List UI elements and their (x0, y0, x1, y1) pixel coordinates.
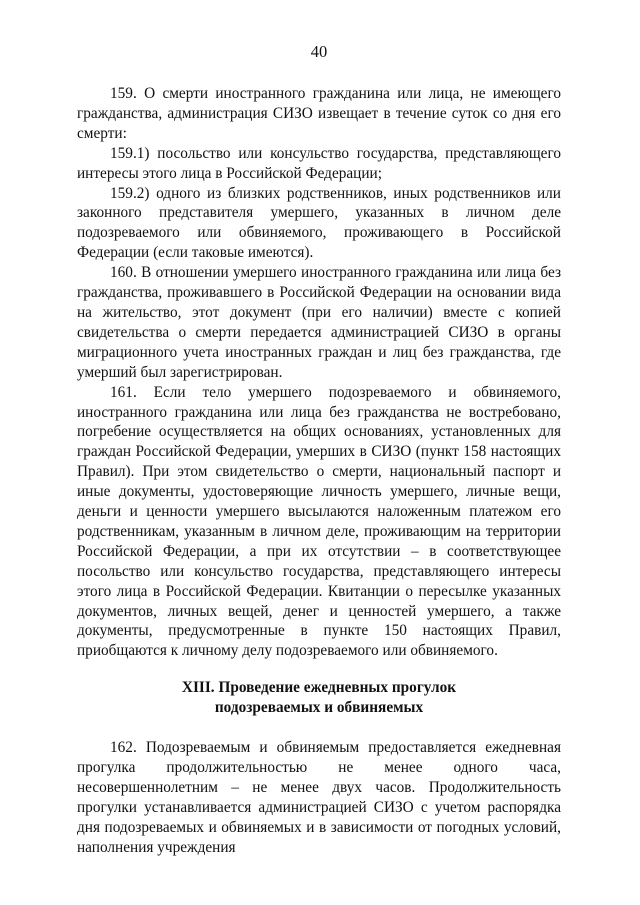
document-body (77, 84, 561, 858)
paragraph-159-1: 159.1) посольство или консульство государства, представляющего интересы этого лица в Российской Федерации; (77, 144, 561, 182)
section-heading (77, 678, 561, 718)
paragraph-161: 161. Если тело умершего подозреваемого и обвиняемого, иностранного гражданина или лица без гражданства не востребовано, погребение осуществляется на общих основаниях, установленных для граждан Российской Федерации, умерших в СИЗО (пункт 158 настоящих Правил). При этом свидетельство о смерти, национальный паспорт и иные документы, удостоверяющие личность умершего, личные вещи, деньги и ценности умершего высылаются наложенным платежом его родственникам, указанным в личном деле, проживающим на территории Российской Федерации, а при их отсутствии – в соответствующее посольство или консульство государства, представляющего интересы этого лица в Российской Федерации. Квитанции о пересылке указанных документов, личных вещей, денег и ценностей умершего, а также документы, предусмотренные в пункте 150 настоящих Правил, приобщаются к личному делу подозреваемого или обвиняемого. (77, 383, 561, 660)
paragraph-162: 162. Подозреваемым и обвиняемым предоставляется ежедневная прогулка продолжительностью не менее одного часа, несовершеннолетним – не менее двух часов. Продолжительность прогулки устанавливается администрацией СИЗО с учетом распорядка дня подозреваемых и обвиняемых и в зависимости от погодных условий, наполнения учреждения (77, 739, 561, 856)
section-heading-line-2: подозреваемых и обвиняемых (214, 699, 424, 717)
paragraph-160: 160. В отношении умершего иностранного гражданина или лица без гражданства, проживавшего в Российской Федерации на основании вида на жительство, этот документ (при его наличии) вместе с копией свидетельства о смерти передается администрацией СИЗО в органы миграционного учета иностранных граждан и лиц без гражданства, где умерший был зарегистрирован. (77, 264, 561, 381)
paragraph-159: 159. О смерти иностранного гражданина или лица, не имеющего гражданства, администрация СИЗО извещает в течение суток со дня его смерти: (77, 85, 561, 142)
paragraph-159-2: 159.2) одного из близких родственников, иных родственников или законного представителя умершего, указанных в личном деле подозреваемого или обвиняемого, проживающего в Российской Федерации (если таковые имеются). (77, 184, 561, 262)
section-heading-line-1: XIII. Проведение ежедневных прогулок (181, 679, 457, 697)
page-number: 40 (310, 42, 328, 61)
